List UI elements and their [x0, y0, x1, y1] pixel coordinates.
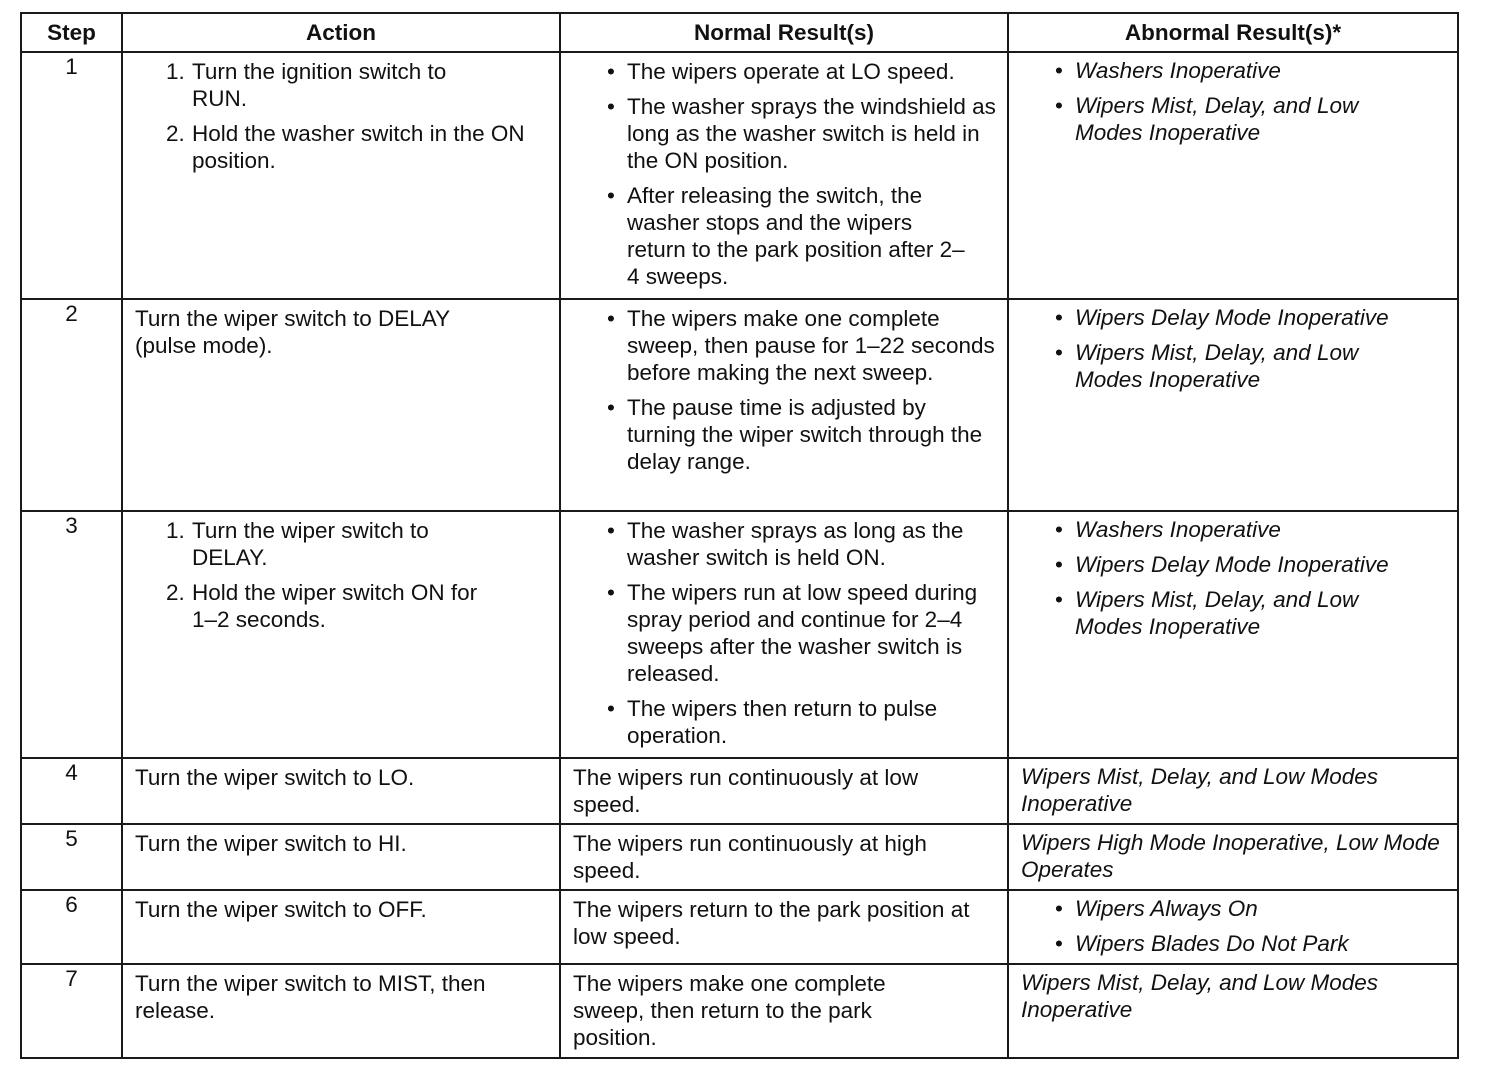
action-cell: [122, 824, 560, 890]
abnormal-result-list: [1021, 57, 1445, 146]
normal-result-list: [573, 517, 1001, 749]
normal-result-text: The wipers run continuously at high speed.: [573, 831, 927, 883]
abnormal-result-cell: [1008, 964, 1458, 1058]
normal-result-text: The wipers return to the park position at low speed.: [573, 897, 970, 949]
abnormal-result-cell: [1008, 299, 1458, 511]
step-number: 7: [21, 964, 122, 1058]
list-item: • The pause time is adjusted by turning the wiper switch through the delay range.: [627, 394, 992, 475]
action-list: [135, 58, 547, 174]
abnormal-result-cell: [1008, 758, 1458, 824]
table-row: [21, 824, 1458, 890]
action-item: 2. Hold the washer switch in the ON position.: [191, 120, 547, 174]
list-item: • Wipers Always On: [1075, 895, 1445, 922]
step-number: 2: [21, 299, 122, 511]
list-item: • The wipers then return to pulse operation.: [627, 695, 987, 749]
abnormal-result-cell: [1008, 52, 1458, 299]
action-text: Turn the wiper switch to OFF.: [135, 897, 427, 922]
list-item: • Wipers Delay Mode Inoperative: [1075, 304, 1445, 331]
action-cell: [122, 299, 560, 511]
normal-result-text: The wipers make one complete sweep, then return to the park position.: [573, 971, 886, 1050]
action-cell: [122, 890, 560, 964]
abnormal-result-cell: [1008, 890, 1458, 964]
step-number: 1: [21, 52, 122, 299]
normal-result-cell: [560, 824, 1008, 890]
normal-result-list: [573, 305, 1001, 475]
list-item: • Wipers Mist, Delay, and Low Modes Inoperative: [1075, 92, 1405, 146]
action-item: 1. Turn the wiper switch to DELAY.: [191, 517, 442, 571]
action-list: [135, 517, 547, 633]
normal-result-cell: [560, 758, 1008, 824]
abnormal-result-text: Wipers High Mode Inoperative, Low Mode Operates: [1021, 830, 1440, 882]
abnormal-result-list: [1021, 516, 1445, 640]
abnormal-result-text: Wipers Mist, Delay, and Low Modes Inoperative: [1021, 764, 1379, 816]
normal-result-cell: [560, 964, 1008, 1058]
action-text: Turn the wiper switch to HI.: [135, 831, 407, 856]
table-row: [21, 964, 1458, 1058]
action-cell: [122, 511, 560, 758]
header-normal-results: Normal Result(s): [560, 13, 1008, 52]
normal-result-list: [573, 58, 1001, 290]
header-row: [21, 13, 1458, 52]
normal-result-cell: [560, 52, 1008, 299]
action-text: Turn the wiper switch to MIST, then release.: [135, 971, 486, 1023]
normal-result-cell: [560, 890, 1008, 964]
abnormal-result-cell: [1008, 511, 1458, 758]
abnormal-result-list: [1021, 304, 1445, 393]
table-row: [21, 52, 1458, 299]
table-row: [21, 511, 1458, 758]
abnormal-result-text: Wipers Mist, Delay, and Low Modes Inoperative: [1021, 970, 1379, 1022]
list-item: • The wipers make one complete sweep, then pause for 1–22 seconds before making the next sweep.: [627, 305, 997, 386]
list-item: • The wipers run at low speed during spray period and continue for 2–4 sweeps after the washer switch is released.: [627, 579, 1001, 687]
table-row: [21, 758, 1458, 824]
step-number: 5: [21, 824, 122, 890]
list-item: • The washer sprays as long as the washer switch is held ON.: [627, 517, 972, 571]
action-item: 1. Turn the ignition switch to RUN.: [191, 58, 462, 112]
diagnostic-table: [20, 12, 1459, 1059]
table-row: [21, 299, 1458, 511]
action-text: Turn the wiper switch to LO.: [135, 765, 415, 790]
abnormal-result-list: [1021, 895, 1445, 957]
action-text: Turn the wiper switch to DELAY (pulse mode).: [135, 306, 450, 358]
action-cell: [122, 758, 560, 824]
list-item: • Washers Inoperative: [1075, 57, 1445, 84]
action-cell: [122, 52, 560, 299]
step-number: 4: [21, 758, 122, 824]
normal-result-cell: [560, 299, 1008, 511]
table-row: [21, 890, 1458, 964]
normal-result-cell: [560, 511, 1008, 758]
list-item: • The washer sprays the windshield as long as the washer switch is held in the ON position.: [627, 93, 1001, 174]
abnormal-result-cell: [1008, 824, 1458, 890]
normal-result-text: The wipers run continuously at low speed.: [573, 765, 919, 817]
list-item: • Wipers Mist, Delay, and Low Modes Inoperative: [1075, 586, 1405, 640]
action-item: 2. Hold the wiper switch ON for 1–2 seconds.: [191, 579, 492, 633]
list-item: • Washers Inoperative: [1075, 516, 1445, 543]
header-action: Action: [122, 13, 560, 52]
step-number: 6: [21, 890, 122, 964]
list-item: • Wipers Delay Mode Inoperative: [1075, 551, 1445, 578]
header-abnormal-results: Abnormal Result(s)*: [1008, 13, 1458, 52]
list-item: • After releasing the switch, the washer stops and the wipers return to the park position after 2–4 sweeps.: [627, 182, 977, 290]
action-cell: [122, 964, 560, 1058]
header-step: Step: [21, 13, 122, 52]
list-item: • Wipers Blades Do Not Park: [1075, 930, 1445, 957]
list-item: • The wipers operate at LO speed.: [627, 58, 1001, 85]
list-item: • Wipers Mist, Delay, and Low Modes Inoperative: [1075, 339, 1405, 393]
step-number: 3: [21, 511, 122, 758]
